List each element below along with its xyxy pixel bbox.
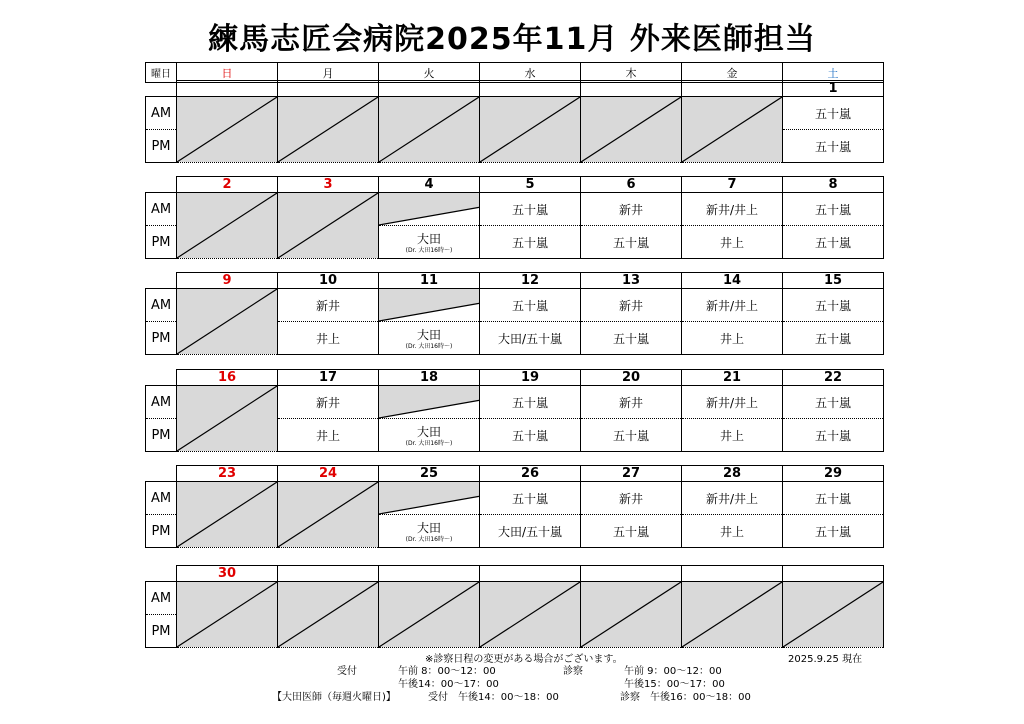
date-row-spacer	[146, 177, 177, 193]
closed-day-cell	[682, 97, 783, 163]
doctor-cell: 大田/五十嵐	[480, 515, 581, 548]
date-cell: 16	[177, 370, 278, 386]
date-cell: 3	[278, 177, 379, 193]
exam-pm-hours: 午後15：00～17：00	[624, 679, 725, 690]
closed-day-cell	[379, 97, 480, 163]
closed-slash-icon	[278, 193, 378, 258]
half-closed-icon	[379, 193, 479, 225]
half-day-closed-cell	[379, 482, 480, 515]
doctor-name: 大田	[416, 232, 441, 246]
date-cell: 30	[177, 566, 278, 582]
closed-slash-icon	[581, 582, 681, 647]
closed-day-cell	[177, 482, 278, 548]
doctor-cell	[379, 515, 480, 548]
doctor-cell: 新井	[581, 193, 682, 226]
doctor-name: 大田	[416, 521, 441, 535]
page-title: 練馬志匠会病院2025年11月 外来医師担当	[208, 22, 816, 57]
am-label: AM	[146, 386, 177, 419]
closed-slash-icon	[177, 193, 277, 258]
doctor-cell: 五十嵐	[581, 226, 682, 259]
doctor-cell: 五十嵐	[783, 226, 884, 259]
exam-am-hours: 午前 9：00～12：00	[624, 666, 722, 677]
closed-slash-icon	[177, 386, 277, 451]
pm-label: PM	[146, 130, 177, 163]
closed-day-cell	[177, 289, 278, 355]
closed-day-cell	[480, 582, 581, 648]
date-cell: 24	[278, 466, 379, 482]
ota-doctor-label: 【大田医師（毎週火曜日)】	[272, 692, 396, 703]
doctor-cell: 五十嵐	[783, 97, 884, 130]
closed-slash-icon	[480, 97, 580, 162]
date-cell: 22	[783, 370, 884, 386]
am-label: AM	[146, 582, 177, 615]
date-cell: 29	[783, 466, 884, 482]
closed-day-cell	[581, 582, 682, 648]
date-cell	[278, 566, 379, 582]
ota-note: (Dr. 大田16時～)	[405, 440, 453, 447]
closed-slash-icon	[177, 482, 277, 547]
doctor-cell: 五十嵐	[480, 226, 581, 259]
doctor-cell	[379, 322, 480, 355]
date-cell: 21	[682, 370, 783, 386]
closed-slash-icon	[177, 97, 277, 162]
pm-label: PM	[146, 515, 177, 548]
date-cell: 5	[480, 177, 581, 193]
week-block	[145, 565, 884, 648]
closed-slash-icon	[480, 582, 580, 647]
doctor-cell: 五十嵐	[783, 419, 884, 452]
doctor-name: 大田	[416, 328, 441, 342]
half-day-closed-cell	[379, 386, 480, 419]
closed-slash-icon	[177, 582, 277, 647]
date-cell: 15	[783, 273, 884, 289]
doctor-cell: 井上	[682, 226, 783, 259]
doctor-cell: 井上	[682, 322, 783, 355]
doctor-cell: 五十嵐	[581, 322, 682, 355]
date-cell: 28	[682, 466, 783, 482]
weekday-header-label: 曜日	[146, 63, 177, 83]
closed-day-cell	[278, 193, 379, 259]
date-cell	[480, 81, 581, 97]
closed-slash-icon	[278, 482, 378, 547]
closed-slash-icon	[682, 97, 782, 162]
doctor-cell: 五十嵐	[783, 482, 884, 515]
date-cell: 12	[480, 273, 581, 289]
date-cell: 7	[682, 177, 783, 193]
doctor-cell: 五十嵐	[783, 386, 884, 419]
date-cell: 13	[581, 273, 682, 289]
closed-day-cell	[278, 482, 379, 548]
date-row-spacer	[146, 466, 177, 482]
doctor-cell	[379, 226, 480, 259]
week-block	[145, 465, 884, 548]
half-closed-icon	[379, 289, 479, 321]
doctor-cell: 新井	[581, 289, 682, 322]
doctor-cell: 五十嵐	[783, 130, 884, 163]
doctor-cell: 新井/井上	[682, 289, 783, 322]
week-block	[145, 80, 884, 163]
doctor-cell: 五十嵐	[480, 386, 581, 419]
as-of-date: 2025.9.25 現在	[788, 654, 863, 665]
closed-slash-icon	[581, 97, 681, 162]
closed-day-cell	[783, 582, 884, 648]
date-cell: 8	[783, 177, 884, 193]
date-cell: 18	[379, 370, 480, 386]
doctor-cell: 新井/井上	[682, 193, 783, 226]
weekday-friday: 金	[682, 63, 783, 83]
doctor-cell: 井上	[278, 419, 379, 452]
closed-slash-icon	[278, 97, 378, 162]
doctor-cell: 新井/井上	[682, 482, 783, 515]
date-cell: 14	[682, 273, 783, 289]
date-cell: 1	[783, 81, 884, 97]
doctor-cell: 井上	[682, 419, 783, 452]
date-cell	[783, 566, 884, 582]
date-cell: 27	[581, 466, 682, 482]
doctor-cell: 五十嵐	[783, 322, 884, 355]
doctor-cell: 五十嵐	[581, 419, 682, 452]
half-day-closed-cell	[379, 193, 480, 226]
weekday-wednesday: 水	[480, 63, 581, 83]
weekday-saturday: 土	[783, 63, 884, 83]
reception-am-hours: 午前 8：00～12：00	[398, 666, 496, 677]
doctor-cell	[379, 419, 480, 452]
date-row-spacer	[146, 81, 177, 97]
doctor-cell: 新井	[581, 386, 682, 419]
closed-slash-icon	[379, 97, 479, 162]
am-label: AM	[146, 97, 177, 130]
doctor-cell: 新井	[278, 289, 379, 322]
date-cell: 11	[379, 273, 480, 289]
date-cell	[480, 566, 581, 582]
reception-pm-hours: 午後14：00～17：00	[398, 679, 499, 690]
date-cell	[278, 81, 379, 97]
week-block	[145, 272, 884, 355]
pm-label: PM	[146, 419, 177, 452]
date-cell	[379, 81, 480, 97]
date-cell: 25	[379, 466, 480, 482]
closed-day-cell	[581, 97, 682, 163]
half-closed-icon	[379, 482, 479, 514]
date-cell: 17	[278, 370, 379, 386]
date-cell	[581, 81, 682, 97]
weekday-monday: 月	[278, 63, 379, 83]
date-cell: 6	[581, 177, 682, 193]
closed-slash-icon	[783, 582, 883, 647]
doctor-cell: 五十嵐	[480, 193, 581, 226]
pm-label: PM	[146, 226, 177, 259]
date-cell	[682, 566, 783, 582]
am-label: AM	[146, 193, 177, 226]
date-cell: 20	[581, 370, 682, 386]
date-cell	[379, 566, 480, 582]
exam-label: 診察	[563, 666, 583, 677]
doctor-cell: 五十嵐	[581, 515, 682, 548]
weekday-thursday: 木	[581, 63, 682, 83]
ota-exam-hours: 診察 午後16：00～18：00	[620, 692, 751, 703]
closed-slash-icon	[379, 582, 479, 647]
date-cell: 4	[379, 177, 480, 193]
pm-label: PM	[146, 322, 177, 355]
doctor-cell: 五十嵐	[480, 289, 581, 322]
date-cell: 23	[177, 466, 278, 482]
closed-slash-icon	[177, 289, 277, 354]
date-cell	[581, 566, 682, 582]
date-row-spacer	[146, 566, 177, 582]
doctor-cell: 五十嵐	[783, 515, 884, 548]
half-closed-icon	[379, 386, 479, 418]
date-row-spacer	[146, 370, 177, 386]
ota-reception-hours: 受付 午後14：00～18：00	[428, 692, 559, 703]
doctor-cell: 五十嵐	[480, 419, 581, 452]
closed-day-cell	[177, 193, 278, 259]
date-cell	[177, 81, 278, 97]
closed-day-cell	[480, 97, 581, 163]
closed-slash-icon	[278, 582, 378, 647]
week-block	[145, 369, 884, 452]
doctor-cell: 五十嵐	[783, 289, 884, 322]
doctor-cell: 新井	[581, 482, 682, 515]
doctor-cell: 新井	[278, 386, 379, 419]
date-row-spacer	[146, 273, 177, 289]
week-block	[145, 176, 884, 259]
date-cell: 10	[278, 273, 379, 289]
date-cell: 19	[480, 370, 581, 386]
reception-label: 受付	[337, 666, 357, 677]
date-cell: 2	[177, 177, 278, 193]
half-day-closed-cell	[379, 289, 480, 322]
doctor-cell: 五十嵐	[783, 193, 884, 226]
ota-note: (Dr. 大田16時～)	[405, 536, 453, 543]
doctor-cell: 新井/井上	[682, 386, 783, 419]
date-cell	[682, 81, 783, 97]
date-cell: 9	[177, 273, 278, 289]
closed-slash-icon	[682, 582, 782, 647]
ota-note: (Dr. 大田16時～)	[405, 247, 453, 254]
pm-label: PM	[146, 615, 177, 648]
closed-day-cell	[177, 582, 278, 648]
closed-day-cell	[278, 582, 379, 648]
closed-day-cell	[177, 386, 278, 452]
weekday-sunday: 日	[177, 63, 278, 83]
doctor-cell: 井上	[682, 515, 783, 548]
doctor-cell: 五十嵐	[480, 482, 581, 515]
am-label: AM	[146, 289, 177, 322]
date-cell: 26	[480, 466, 581, 482]
schedule-change-notice: ※診察日程の変更がある場合がございます。	[425, 654, 623, 665]
weekday-tuesday: 火	[379, 63, 480, 83]
doctor-cell: 大田/五十嵐	[480, 322, 581, 355]
closed-day-cell	[278, 97, 379, 163]
closed-day-cell	[379, 582, 480, 648]
ota-note: (Dr. 大田16時～)	[405, 343, 453, 350]
closed-day-cell	[682, 582, 783, 648]
doctor-cell: 井上	[278, 322, 379, 355]
doctor-name: 大田	[416, 425, 441, 439]
closed-day-cell	[177, 97, 278, 163]
am-label: AM	[146, 482, 177, 515]
